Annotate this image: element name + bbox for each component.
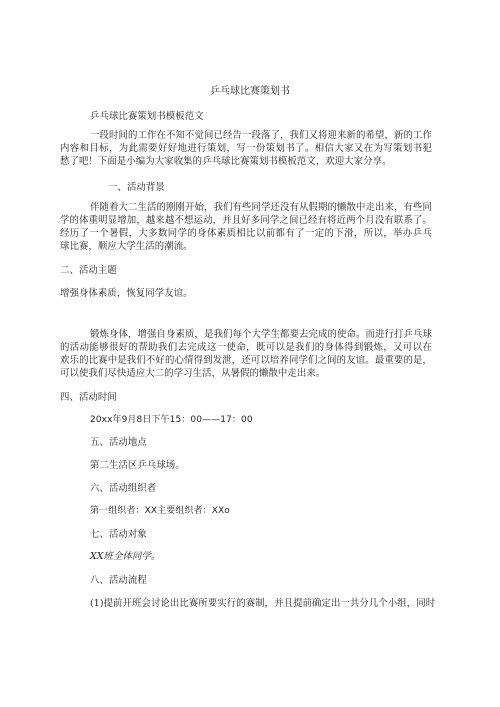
time-line-1: 20xx年9月8日下午15：00——17：00 bbox=[90, 415, 253, 425]
participants-line-1: XX班全体同学。 bbox=[90, 551, 161, 562]
purpose-line-1: 锻炼身体，增强自身素质，是我们每个大学生都要去完成的使命。而进行打乒乓球 bbox=[90, 329, 432, 340]
background-line-3: 经历了一个暑假，大多数同学的身体素质相比以前都有了一定的下滑，所以，举办乒乓 bbox=[60, 228, 432, 239]
background-line-2: 学的体重明显增加，越来越不想运动，并且好多同学之间已经有将近两个月没有联系了。 bbox=[60, 215, 432, 226]
section-heading-background: 一、活动背景 bbox=[108, 182, 165, 193]
section-heading-time: 四、活动时间 bbox=[60, 392, 117, 403]
document-title: 乒乓球比赛策划书 bbox=[210, 86, 290, 97]
section-heading-process: 八、活动流程 bbox=[90, 575, 147, 586]
section-heading-participants: 七、活动对象 bbox=[90, 529, 147, 540]
purpose-line-2: 的活动能够很好的帮助我们去完成这一使命，既可以是我们的身体得到锻炼，又可以在 bbox=[60, 342, 432, 353]
purpose-line-3: 欢乐的比赛中是我们不好的心情得到发泄，还可以培养同学们之间的友谊。最重要的是， bbox=[60, 355, 432, 366]
purpose-line-4: 可以使我们尽快适应大二的学习生活，从暑假的懒散中走出来。 bbox=[60, 368, 326, 379]
document-subtitle: 乒乓球比赛策划书模板范文 bbox=[90, 111, 204, 122]
intro-line-1: 一段时间的工作在不知不觉间已经告一段落了，我们又将迎来新的希望，新的工作 bbox=[90, 130, 432, 141]
intro-line-3: 愁了吧！下面是小编为大家收集的乒乓球比赛策划书模板范文，欢迎大家分享。 bbox=[60, 156, 392, 167]
background-line-1: 伴随着大二生活的刚刚开始，我们有些同学还没有从假期的懒散中走出来，有些同 bbox=[90, 202, 432, 213]
section-heading-organizers: 六、活动组织者 bbox=[90, 483, 157, 494]
organizers-line-1: 第一组织者：XX主要组织者：XXo bbox=[90, 506, 230, 516]
section-heading-theme: 二、活动主题 bbox=[60, 265, 117, 276]
location-line-1: 第二生活区乒乓球场。 bbox=[90, 460, 185, 471]
process-line-1: (1)提前开班会讨论出比赛所要实行的赛制，并且提前确定出一共分几个小组，同时 bbox=[90, 598, 436, 609]
intro-line-2: 内容和目标，为此需要好好地进行策划，写一份策划书了。相信大家又在为写策划书犯 bbox=[60, 143, 432, 154]
background-line-4: 球比赛，顺应大学生活的潮流。 bbox=[60, 241, 193, 252]
theme-line-1: 增强身体素质，恢复同学友谊。 bbox=[60, 288, 193, 299]
section-heading-location: 五、活动地点 bbox=[90, 437, 147, 448]
